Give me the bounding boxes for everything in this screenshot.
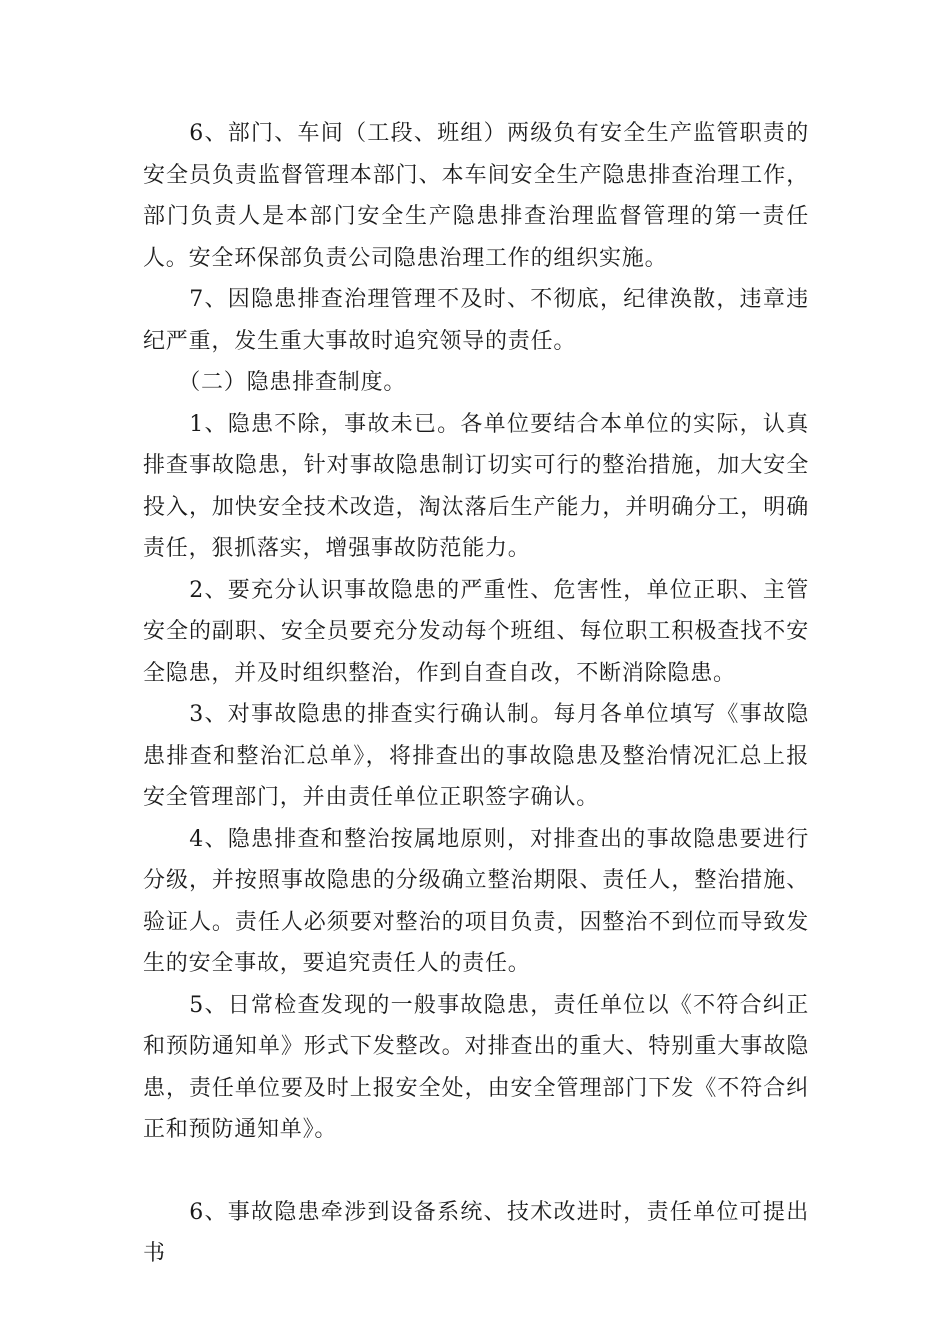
- paragraph-item-2: 2、要充分认识事故隐患的严重性、危害性，单位正职、主管安全的副职、安全员要充分发动每个班组、每位职工积极查找不安全隐患，并及时组织整治，作到自查自改，不断消除隐患。: [143, 577, 809, 686]
- paragraph-item-5: 5、日常检查发现的一般事故隐患，责任单位以《不符合纠正和预防通知单》形式下发整改。对排查出的重大、特别重大事故隐患，责任单位要及时上报安全处，由安全管理部门下发《不符合纠正和预防通知单》。: [143, 992, 809, 1142]
- section-heading-hazard-inspection: （二）隐患排查制度。: [178, 370, 407, 395]
- paragraph-item-6-equipment: 6、事故隐患牵涉到设备系统、技术改进时，责任单位可提出书: [143, 1199, 809, 1266]
- paragraph-item-1: 1、隐患不除，事故未已。各单位要结合本单位的实际，认真排查事故隐患，针对事故隐患制订切实可行的整治措施，加大安全投入，加快安全技术改造，淘汰落后生产能力，并明确分工，明确责任，狠抓落实，增强事故防范能力。: [143, 411, 809, 561]
- paragraph-item-6-safety-officer: 6、部门、车间（工段、班组）两级负有安全生产监管职责的安全员负责监督管理本部门、本车间安全生产隐患排查治理工作，部门负责人是本部门安全生产隐患排查治理监督管理的第一责任人。安全环保部负责公司隐患治理工作的组织实施。: [143, 121, 809, 271]
- document-body: [143, 113, 809, 1275]
- paragraph-item-7-accountability: 7、因隐患排查治理管理不及时、不彻底，纪律涣散，违章违纪严重，发生重大事故时追究领导的责任。: [143, 287, 809, 354]
- paragraph-item-3: 3、对事故隐患的排查实行确认制。每月各单位填写《事故隐患排查和整治汇总单》，将排查出的事故隐患及整治情况汇总上报安全管理部门，并由责任单位正职签字确认。: [143, 702, 809, 810]
- paragraph-item-4: 4、隐患排查和整治按属地原则，对排查出的事故隐患要进行分级，并按照事故隐患的分级确立整治期限、责任人，整治措施、验证人。责任人必须要对整治的项目负责，因整治不到位而导致发生的安全事故，要追究责任人的责任。: [143, 826, 809, 976]
